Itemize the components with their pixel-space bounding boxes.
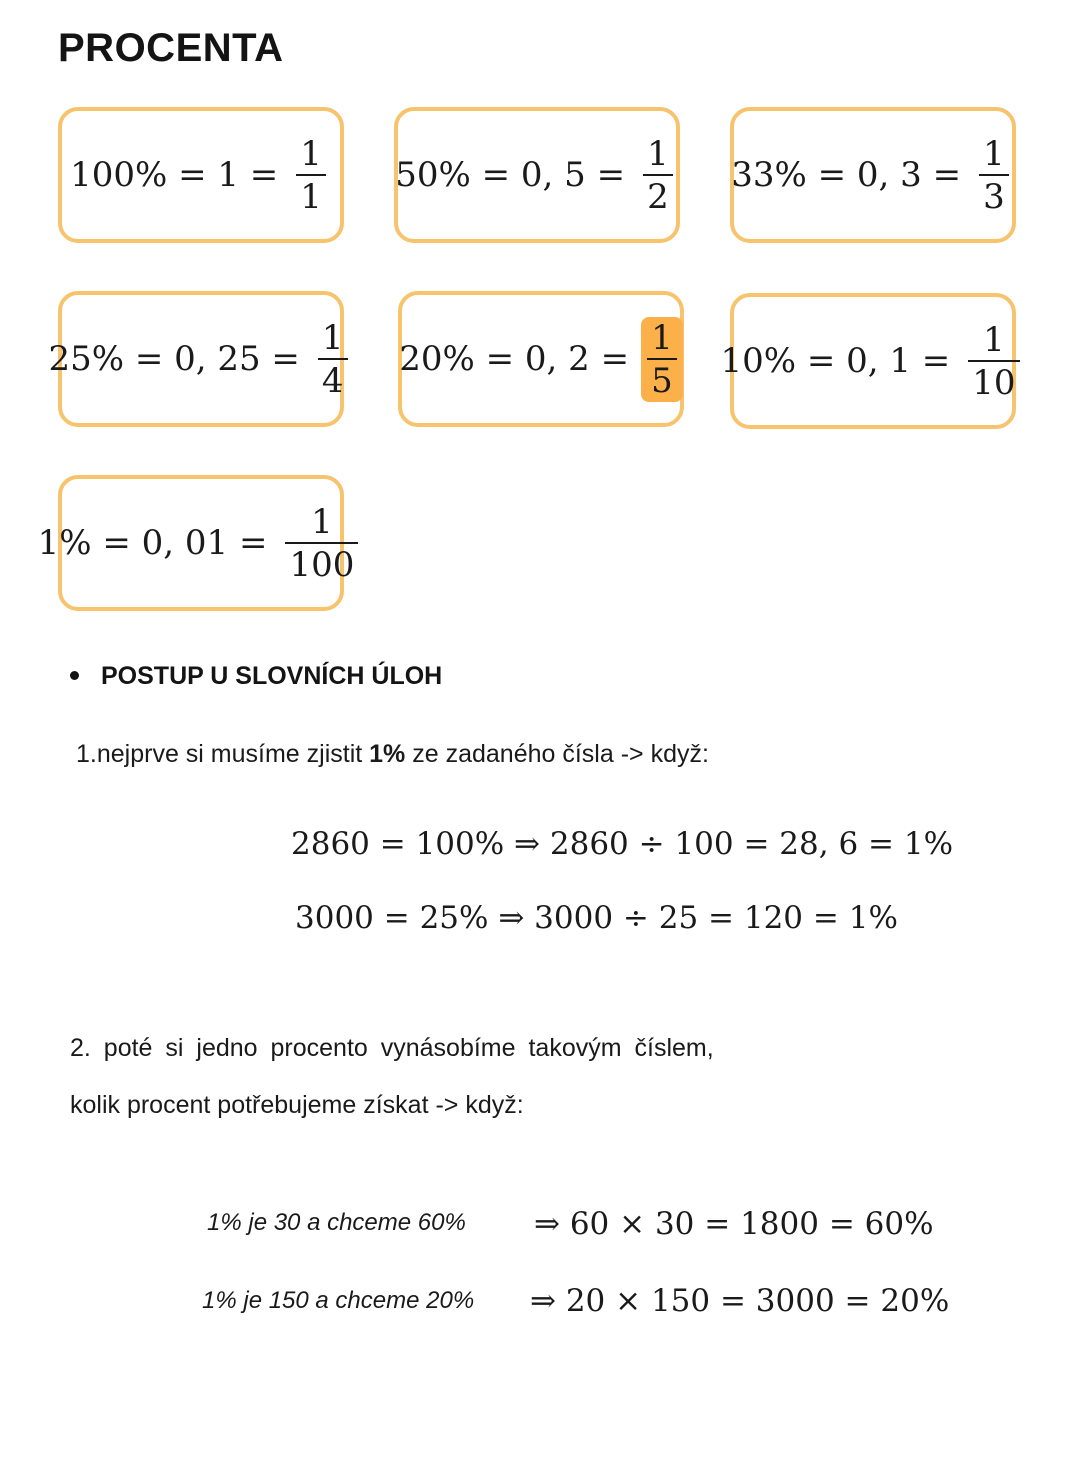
numerator: 1	[983, 319, 1005, 360]
equation-lhs: 1% = 0, 01 =	[37, 523, 268, 563]
numerator: 1	[321, 317, 344, 358]
equation	[395, 133, 679, 218]
denominator: 10	[972, 362, 1016, 403]
numerator: 1	[311, 501, 333, 542]
numerator: 1	[300, 133, 322, 174]
fraction	[279, 501, 364, 586]
equation-lhs: 20% = 0, 2 =	[399, 339, 630, 379]
percent-card-100	[58, 107, 344, 243]
step-1-bold: 1%	[369, 740, 406, 768]
section-heading	[70, 662, 442, 691]
percent-card-50	[394, 107, 680, 243]
step-1-text	[76, 740, 709, 769]
percent-card-10	[720, 293, 1016, 429]
equation-lhs: 33% = 0, 3 =	[731, 155, 962, 195]
percent-card-20	[398, 291, 684, 427]
fraction	[973, 133, 1015, 218]
example-2-result: ⇒ 20 × 150 = 3000 = 20%	[530, 1283, 950, 1319]
percent-card-25	[48, 291, 344, 427]
equation	[731, 133, 1015, 218]
equation-lhs: 10% = 0, 1 =	[720, 341, 951, 381]
denominator: 3	[983, 176, 1005, 217]
percent-card-33	[730, 107, 1016, 243]
equation	[38, 501, 365, 586]
fraction	[962, 319, 1025, 404]
denominator: 1	[300, 176, 322, 217]
equation	[399, 317, 683, 402]
section-heading-text: POSTUP U SLOVNÍCH ÚLOH	[101, 662, 443, 690]
equation-lhs: 50% = 0, 5 =	[395, 155, 626, 195]
equation	[48, 317, 353, 402]
numerator: 1	[983, 133, 1005, 174]
step-1-equation-2: 3000 = 25% ⇒ 3000 ÷ 25 = 120 = 1%	[295, 900, 898, 936]
highlighted-fraction	[641, 317, 683, 402]
numerator: 1	[647, 133, 669, 174]
fraction	[312, 317, 354, 402]
step-2-line-2: kolik procent potřebujeme získat -> když:	[70, 1091, 524, 1119]
fraction	[290, 133, 332, 218]
denominator: 100	[289, 544, 355, 585]
denominator: 2	[647, 176, 669, 217]
equation	[720, 319, 1025, 404]
example-2-text: 1% je 150 a chceme 20%	[202, 1287, 475, 1314]
page-title: PROCENTA	[58, 26, 284, 70]
example-1-text: 1% je 30 a chceme 60%	[207, 1209, 466, 1236]
denominator: 4	[321, 360, 344, 401]
percent-card-1	[37, 475, 355, 611]
step-1-prefix: 1.nejprve si musíme zjistit	[76, 740, 370, 768]
bullet-icon	[70, 671, 79, 680]
step-1-suffix: ze zadaného čísla -> když:	[405, 740, 709, 768]
numerator: 1	[651, 317, 673, 358]
equation	[70, 133, 332, 218]
equation-lhs: 100% = 1 =	[70, 155, 279, 195]
equation-lhs: 25% = 0, 25 =	[48, 339, 300, 379]
fraction	[637, 133, 679, 218]
step-1-equation-1: 2860 = 100% ⇒ 2860 ÷ 100 = 28, 6 = 1%	[291, 826, 954, 862]
example-1-result: ⇒ 60 × 30 = 1800 = 60%	[534, 1206, 934, 1242]
denominator: 5	[651, 360, 673, 401]
step-2-line-1: 2. poté si jedno procento vynásobíme takovým číslem,	[70, 1034, 714, 1062]
